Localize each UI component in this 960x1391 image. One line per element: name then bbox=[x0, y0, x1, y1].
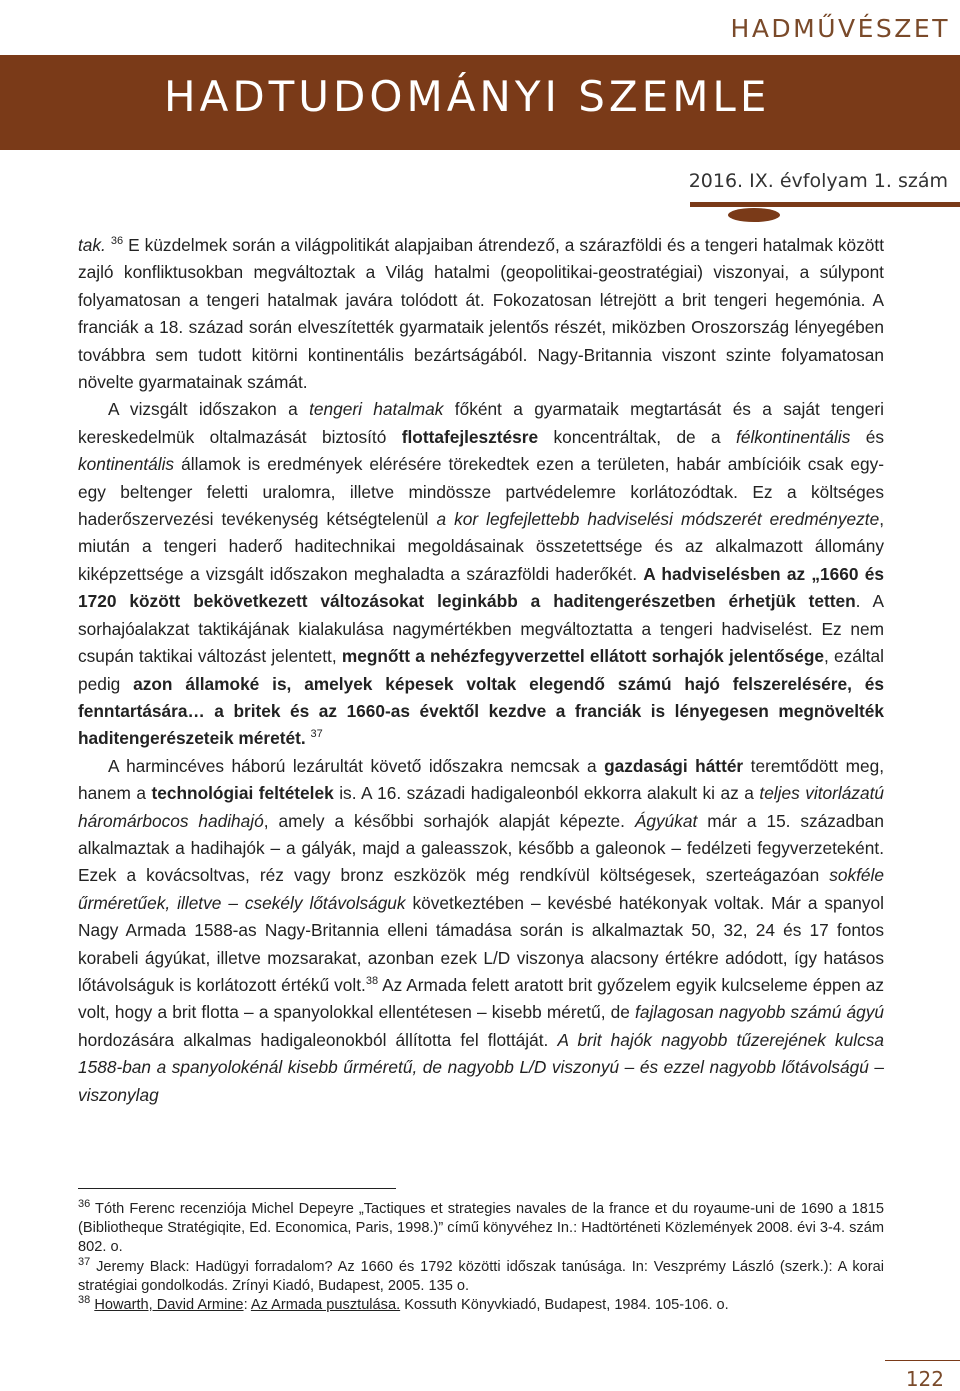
italic-text: sokféle űrméretűek, illetve – csekély lőtávolságuk bbox=[78, 865, 884, 913]
italic-text: tak. bbox=[78, 235, 106, 255]
text-run: Kossuth Könyvkiadó, Budapest, 1984. 105-106. o. bbox=[400, 1297, 729, 1314]
underlined-text: Az Armada pusztulása. bbox=[250, 1297, 401, 1314]
paragraph bbox=[78, 232, 884, 396]
text-run: , ezáltal pedig bbox=[78, 646, 884, 694]
journal-title: HADTUDOMÁNYI SZEMLE bbox=[164, 72, 771, 121]
italic-text: teljes vitorlázatú háromárbocos hadihajó bbox=[78, 783, 885, 831]
text-run: A vizsgált időszakon a bbox=[108, 399, 310, 420]
text-run: E küzdelmek során a világpolitikát alapjaiban átrendező, a szárazföldi és a tengeri hatalmak között zajló konfliktusokban megváltoztak a Világ hatalmi (geopolitikai-geostratégiai) viszonyai, a súlypont folyamatosan a tengeri hatalmak javára tolódott át. Fokozatosan létrejött a brit tengeri hegemónia. A franciák a 18. század során elveszítették gyarmataik jelentős részét, miközben Oroszország lényegében továbbra sem tudott kitörni kontinentális bezártságából. Nagy-Britannia viszont szinte folyamatosan növelte gyarmatainak számát. bbox=[78, 235, 884, 393]
footnote-number: 37 bbox=[78, 1255, 91, 1268]
footnote bbox=[78, 1296, 884, 1315]
footnote-reference: 36 bbox=[110, 235, 124, 248]
footnotes bbox=[78, 1200, 884, 1315]
bold-text: technológiai feltételek bbox=[151, 783, 334, 804]
text-run: , miután a tengeri haderő haditechnikai megoldásainak összetettsége és az alkalmazott állomány kiképzettsége a vizsgált időszakon meghaladta a szárazföldi haderőkét. bbox=[78, 509, 884, 584]
footnote-number: 38 bbox=[78, 1294, 91, 1307]
text-run: : bbox=[243, 1297, 251, 1314]
bold-text: A hadviselésben az „1660 és 1720 között bekövetkezett változásokat leginkább a haditengerészetben érhetjük tetten bbox=[78, 563, 884, 612]
section-label: HADMŰVÉSZET bbox=[730, 14, 950, 43]
volume-info: 2016. IX. évfolyam 1. szám bbox=[688, 170, 948, 192]
header-rule bbox=[690, 202, 960, 207]
paragraph bbox=[78, 396, 884, 752]
italic-text: tengeri hatalmak bbox=[309, 399, 444, 420]
italic-text: a kor legfejlettebb hadviselési módszerét eredményezte bbox=[436, 509, 880, 530]
bold-text: flottafejlesztésre bbox=[401, 426, 539, 447]
text-run: koncentráltak, de a bbox=[538, 426, 737, 447]
bold-text: megnőtt a nehézfegyverzettel ellátott sorhajók jelentősége bbox=[341, 646, 825, 667]
text-run: államok is eredmények elérésére törekedtek ezen a területen, habár ambícióik csak egy-egy beltenger feletti uralomra, illetve mindössze partvédelemre korlátozódtak. Ez a költséges haderőszervezési tevékenység kétségtelenül bbox=[78, 454, 884, 530]
text-run: , amely a későbbi sorhajók alapját képezte. bbox=[263, 810, 635, 831]
text-run: főként a gyarmataik megtartását és a saját tengeri kereskedelmük oltalmazását biztosító bbox=[78, 399, 884, 447]
bold-text: gazdasági háttér bbox=[604, 755, 744, 776]
underlined-text: Howarth, David Armine bbox=[94, 1297, 244, 1314]
text-run: következtében – kevésbé hatékonyak voltak. Már a spanyol Nagy Armada 1588-as Nagy-Britannia elleni támadása során is alkalmaztak 50, 32, 24 és 17 fontos korabeli ágyúkat, illetve mozsarakat, azonban ezek L/D viszonya alacsony értékre adódott, így hatásos lőtávolságuk is korlátozott értékű volt. bbox=[78, 892, 884, 995]
text-run: Tóth Ferenc recenziója Michel Depeyre „Tactiques et strategies navales de la france et du royaume-uni de 1690 a 1815 (Bibliotheque Stratégiqite, Ed. Economica, Paris, 1998.)” című könyvéhez In.: Hadtörténeti Közlemények 2008. évi 3-4. szám 802. o. bbox=[78, 1201, 884, 1256]
footnote-number: 36 bbox=[78, 1198, 91, 1211]
footnote-divider bbox=[78, 1188, 396, 1189]
page-number: 122 bbox=[905, 1367, 944, 1391]
footnote bbox=[78, 1200, 884, 1258]
text-run: . A sorhajóalakzat taktikájának kialakulása nagymértékben megváltoztatta a tengeri hadviselést. Ez nem csupán taktikai változást jelentett, bbox=[78, 591, 884, 667]
footnote bbox=[78, 1255, 884, 1296]
text-run: hordozására alkalmas hadigaleonokból állította fel flottáját. bbox=[78, 1029, 558, 1050]
italic-text: Ágyúkat bbox=[634, 810, 698, 831]
text-run: is. A 16. századi hadigaleonból ekkorra alakult ki az a bbox=[333, 783, 760, 804]
page-number-rule bbox=[885, 1360, 960, 1361]
italic-text: A brit hajók nagyobb tűzerejének kulcsa 1588-ban a spanyolokénál kisebb űrméretű, de nagyobb L/D viszonyú – és ezzel nagyobb lőtávolságú – viszonylag bbox=[78, 1029, 885, 1105]
footnote-reference: 38 bbox=[365, 975, 379, 988]
article-body bbox=[78, 232, 884, 1109]
italic-text: fajlagosan nagyobb számú ágyú bbox=[635, 1002, 884, 1023]
text-run: már a 15. században alkalmaztak a hadihajók – a gályák, majd a galeasszok, később a galeonok – fedélzeti fegyverzeteként. Ezek a kovácsoltvas, réz vagy bronz eszközök még rendkívül költségesek, szerteágazóan bbox=[78, 810, 884, 886]
text-run: teremtődött meg, hanem a bbox=[78, 755, 884, 804]
header-rule-ornament bbox=[728, 208, 780, 222]
paragraph bbox=[78, 753, 884, 1109]
text-run: Jeremy Black: Hadügyi forradalom? Az 1660 és 1792 közötti időszak tanúsága. In: Veszprémy László (szerk.): A korai stratégiai gondolkodás. Zrínyi Kiadó, Budapest, 2005. 135 o. bbox=[78, 1258, 884, 1294]
italic-text: félkontinentális bbox=[736, 426, 851, 447]
text-run: A harmincéves háború lezárultát követő időszakra nemcsak a bbox=[108, 755, 605, 776]
text-run: Az Armada felett aratott brit győzelem egyik kulcseleme éppen az volt, hogy a brit flotta – a spanyolokkal ellentétesen – kisebb méretű, de bbox=[78, 974, 884, 1023]
italic-text: kontinentális bbox=[78, 454, 175, 475]
footnote-reference: 37 bbox=[310, 728, 323, 741]
bold-text: azon államoké is, amelyek képesek voltak elegendő számú hajó felszerelésére, és fenntartására… a britek és az 1660-as évektől kezdve a franciák is lényegesen megnövelték haditengerészeteik méretét. bbox=[78, 673, 884, 749]
text-run: és bbox=[850, 426, 884, 447]
